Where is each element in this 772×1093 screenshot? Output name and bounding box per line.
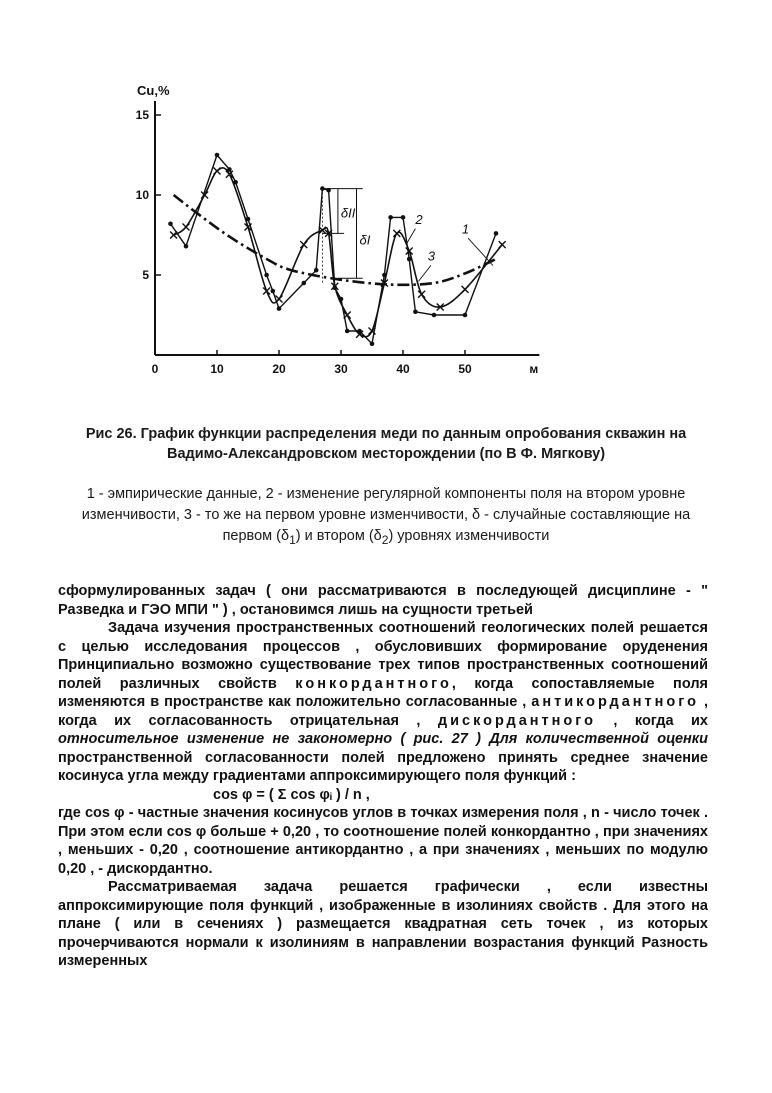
x-tick-label: 10 [210,362,224,376]
series-3-line [174,195,496,285]
series-1-line [171,155,497,344]
term-concordant: конкордантного [295,675,452,692]
series-1-point [264,273,269,278]
series-2-point [393,230,400,237]
x-tick-label: 50 [458,362,472,376]
term-anticordant: антикордантного [531,694,699,710]
y-tick-label: 10 [135,188,149,202]
series-1-point [277,306,282,311]
chart-ticks [136,108,472,376]
series-1-point [432,313,437,318]
paragraph-4: Рассматриваемая задача решается графически , если известны аппроксимирующие поля функций , изображенные в изолиниях свойств . Для этого на плане ( или в сечениях ) размещается квадратная сеть точек , из которых прочерчиваются нормали к изолиниям в направлении возрастания функций Разность измеренных [58,879,708,969]
series-2-point [263,288,270,295]
paragraph-1: сформулированных задач ( они рассматриваются в последующей дисциплине - " Разведка и ГЭО МПИ " ) , остановимся лишь на сущности третьей [58,583,708,618]
delta-i-label: δI [359,232,371,248]
legend-text-1: 1 - эмпирические данные, 2 - изменение регулярной компоненты поля на втором уровне изменчивости, 3 - то же на первом уровне изменчивости, δ - случайные составляющие на первом (δ [81,486,691,544]
formula: cos φ = ( Σ cos φᵢ ) / n , [213,786,370,803]
series-1-point [370,342,375,347]
series-1-point [215,153,220,158]
series-2-point [170,232,177,239]
series-2-point [418,291,425,298]
p2-part-d: , когда их [595,712,708,729]
series-2-label: 2 [415,211,423,227]
series-1-point [401,215,406,220]
paragraph-3: где cos φ - частные значения косинусов углов в точках измерения поля , n - число точек . При этом если cos φ больше + 0,20 , то соотношение полей конкордантно , при значениях , меньших - 0,20 , соотношение антикордантно , а при значениях , меньших по модулю 0,20 , - дискордантно. [58,805,708,877]
series-1-point [271,289,276,294]
series-1-label: 1 [461,221,470,237]
x-tick-label: 0 [151,362,159,376]
series-1-point [413,310,418,315]
series-2-point [406,248,413,255]
series-2-point [183,224,190,231]
series-2-point [462,286,469,293]
body-text [58,582,708,971]
copper-distribution-chart [120,70,560,390]
series-3-label: 3 [427,248,436,264]
p2-part-e: пространственной согласованности полей предложено принять среднее значение косинуса угла между градиентами аппроксимирующего поля функций : [58,749,708,784]
series-1-point [388,215,393,220]
legend-sub-2: 2 [381,532,389,547]
chart-annotations [322,189,493,283]
x-axis-label: м [529,362,539,376]
series-1-point [463,313,468,318]
legend-sub-1: 1 [289,532,296,547]
series-1-point [184,244,189,249]
y-tick-label: 5 [142,268,149,282]
y-axis-label: Cu,% [137,83,170,98]
paragraph-2 [58,619,708,786]
series-2-point [499,241,506,248]
x-tick-label: 20 [272,362,286,376]
figure-caption: Рис 26. График функции распределения меди по данным опробования скважин на Вадимо-Александровском месторождении (по В Ф. Мягкову) [85,426,687,462]
p2-part-c: , когда их согласованность отрицательная , [58,694,708,729]
legend-text-3: ) уровнях изменчивости [388,528,550,544]
series-1-point [314,268,319,273]
chart-series [168,153,506,346]
series-1-point [302,281,307,286]
term-discordant: дискордантного [437,712,596,729]
legend-text-2: ) и втором (δ [295,528,382,544]
series-3-leader [419,265,431,281]
x-tick-label: 30 [334,362,348,376]
series-2-point [214,168,221,175]
series-1-point [345,329,350,334]
p2-part-a: Задача изучения пространственных соотношений геологических полей решается с целью исследования процессов , обусловивших формирование оруденения Принципиально возможно существование трех типов пространственных соотношений полей различных свойств [58,620,708,692]
p2-part-b: , когда сопоставляемые поля изменяются в пространстве как положительно согласованные , [58,675,708,710]
delta-ii-label: δII [340,205,356,221]
figure-legend [70,484,702,551]
p2-italic: относительное изменение не закономерно ( рис. 27 ) Для количественной оценки [58,731,708,747]
y-tick-label: 15 [135,108,149,122]
series-1-point [494,231,499,236]
series-2-point [276,296,283,303]
series-2-leader [406,229,415,245]
x-tick-label: 40 [396,362,410,376]
series-2-point [300,241,307,248]
series-1-point [168,222,173,227]
